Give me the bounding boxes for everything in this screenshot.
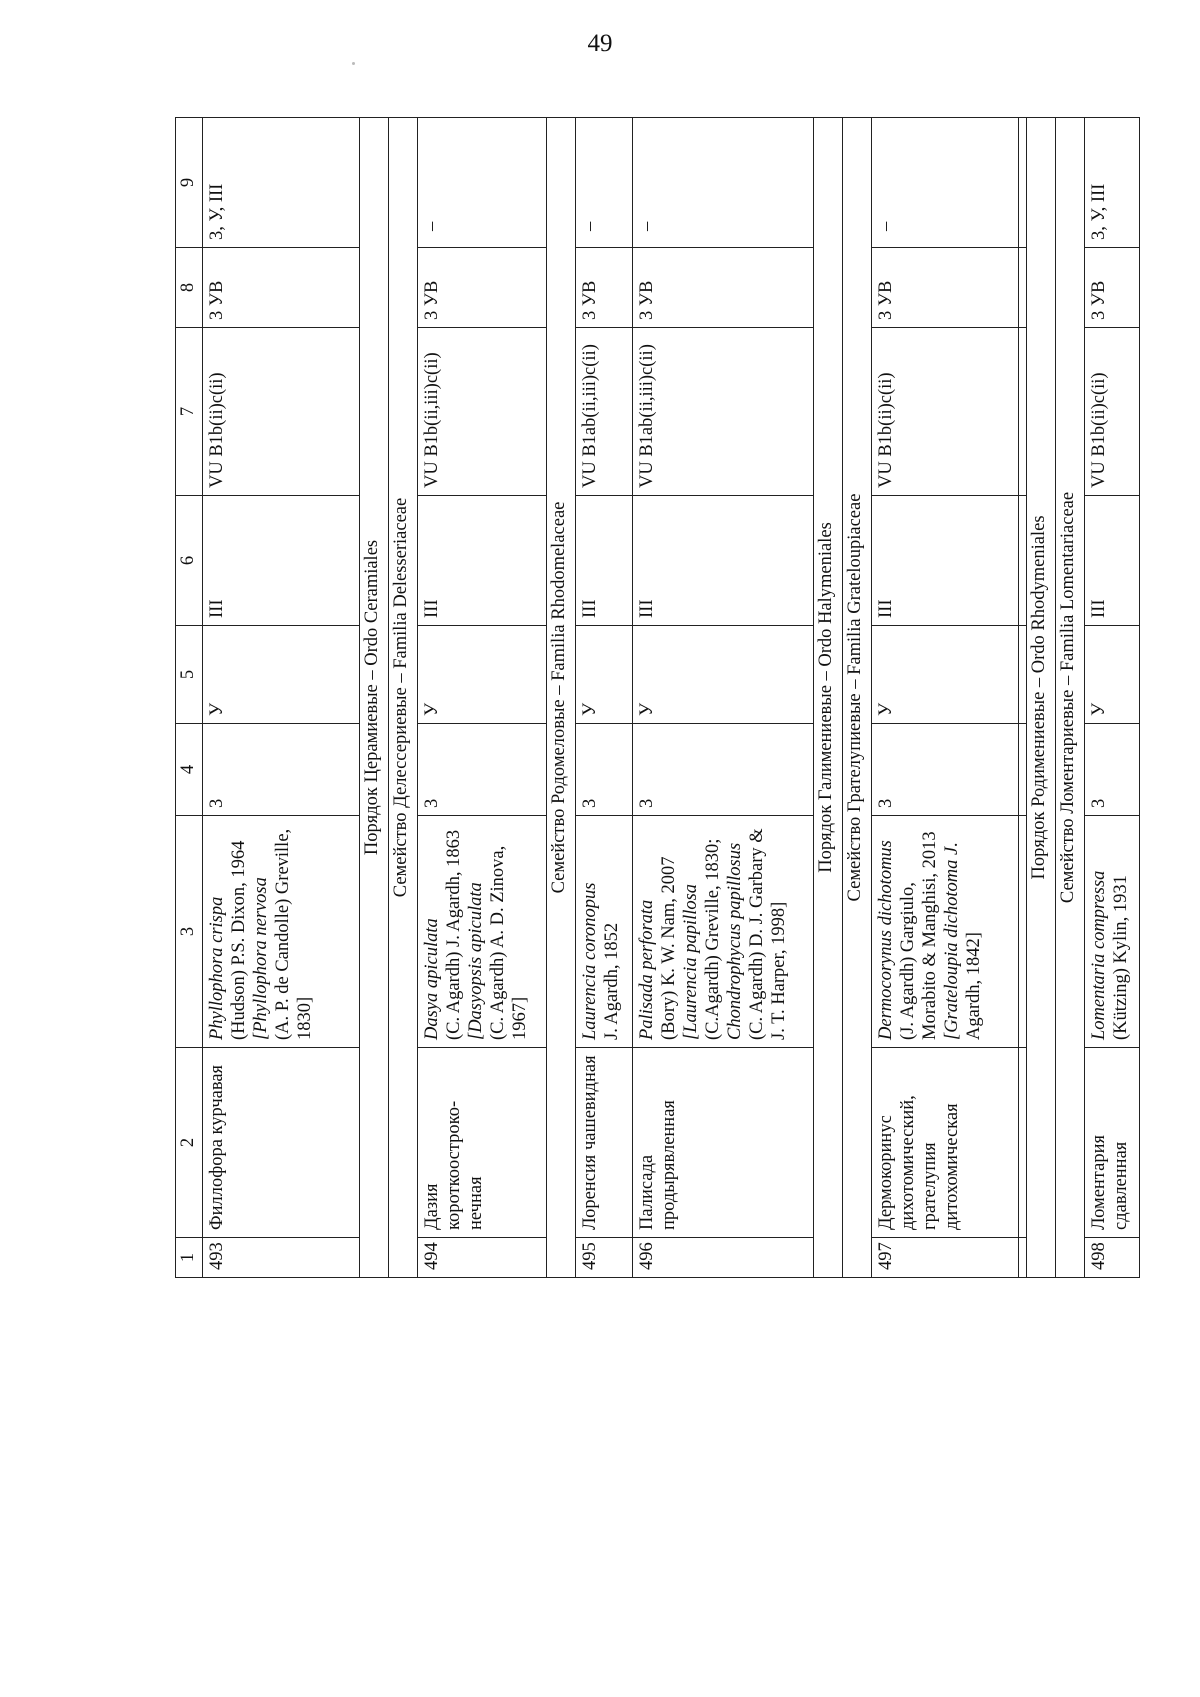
previous-status: 3, У, III bbox=[202, 118, 359, 248]
iucn-criteria: VU B1b(ii)c(ii) bbox=[202, 328, 359, 496]
latin-name-line: 1830] bbox=[294, 996, 315, 1040]
latin-name-line: Agardh, 1842] bbox=[964, 932, 985, 1040]
regional-status: 3 УВ bbox=[632, 248, 813, 328]
family-heading: Семейство Грателупиевые – Familia Grateloupiaceae bbox=[843, 118, 872, 1278]
group-row-family bbox=[388, 118, 417, 1278]
red-book-table bbox=[175, 117, 1140, 1278]
category-cell: 3 bbox=[202, 724, 359, 816]
species-name-latin bbox=[632, 816, 813, 1048]
latin-name-line: 1967] bbox=[509, 996, 530, 1040]
species-name-ru: Филлофора курчавая bbox=[202, 1048, 359, 1238]
previous-status: – bbox=[576, 118, 632, 248]
row-number: 496 bbox=[632, 1238, 813, 1278]
col-header-2: 2 bbox=[176, 1048, 203, 1238]
table-row-495 bbox=[576, 118, 632, 1278]
species-name-latin bbox=[576, 816, 632, 1048]
status-cell: У bbox=[632, 626, 813, 724]
latin-name-line: (C. Agardh) D. J. Garbary & bbox=[746, 828, 767, 1040]
latin-name-line: Laurencia coronopus bbox=[580, 882, 601, 1040]
col-header-1: 1 bbox=[176, 1238, 203, 1278]
latin-name-line: Dasya apiculata bbox=[421, 918, 442, 1040]
species-name-latin bbox=[202, 816, 359, 1048]
latin-name-line: (A. P. de Candolle) Greville, bbox=[272, 828, 293, 1040]
row-number: 497 bbox=[872, 1238, 1019, 1278]
latin-name-line: (Kützing) Kylin, 1931 bbox=[1110, 875, 1131, 1040]
latin-name-line: Chondrophycus papillosus bbox=[724, 842, 745, 1040]
status-cell: У bbox=[417, 626, 547, 724]
row-number: 498 bbox=[1084, 1238, 1139, 1278]
latin-name-line: Lomentaria compressa bbox=[1088, 870, 1109, 1040]
row-number: 495 bbox=[576, 1238, 632, 1278]
regional-status: 3 УВ bbox=[1084, 248, 1139, 328]
latin-name-line: J. Agardh, 1852 bbox=[602, 922, 623, 1040]
iucn-criteria: VU B1b(ii)c(ii) bbox=[1084, 328, 1139, 496]
col-header-4: 4 bbox=[176, 724, 203, 816]
regional-status: 3 УВ bbox=[417, 248, 547, 328]
family-heading: Семейство Делессериевые – Familia Delesseriaceae bbox=[388, 118, 417, 1278]
latin-name-line: Palisada perforata bbox=[636, 899, 657, 1040]
species-name-ru: Лоренсия чашевидная bbox=[576, 1048, 632, 1238]
latin-name-line: Dermocorynus dichotomus bbox=[876, 840, 897, 1040]
row-number: 493 bbox=[202, 1238, 359, 1278]
table-row-498 bbox=[1084, 118, 1139, 1278]
column-header-row bbox=[176, 118, 203, 1278]
category-cell: 3 bbox=[1084, 724, 1139, 816]
col-header-3: 3 bbox=[176, 816, 203, 1048]
group-cell: III bbox=[1084, 496, 1139, 626]
latin-name-line: (C.Agardh) Greville, 1830; bbox=[702, 838, 723, 1040]
latin-name-line: [Grateloupia dichotoma J. bbox=[942, 842, 963, 1040]
latin-name-line: [Phyllophora nervosa bbox=[250, 877, 271, 1040]
group-row-family bbox=[1055, 118, 1084, 1278]
species-name-ru: Ломентария сдавленная bbox=[1084, 1048, 1139, 1238]
previous-status: – bbox=[417, 118, 547, 248]
scan-speck bbox=[352, 62, 355, 65]
table-row-496 bbox=[632, 118, 813, 1278]
group-cell: III bbox=[417, 496, 547, 626]
latin-name-line: (C. Agardh) J. Agardh, 1863 bbox=[443, 829, 464, 1040]
table-row-494 bbox=[417, 118, 547, 1278]
category-cell: 3 bbox=[576, 724, 632, 816]
table-row-493 bbox=[202, 118, 359, 1278]
group-row-order bbox=[359, 118, 388, 1278]
species-name-latin bbox=[1084, 816, 1139, 1048]
category-cell: 3 bbox=[872, 724, 1019, 816]
species-name-ru: Дермокоринус дихотомический, грателупия дитохомическая bbox=[872, 1048, 1019, 1238]
iucn-criteria: VU B1b(ii)c(ii) bbox=[872, 328, 1019, 496]
group-cell: III bbox=[202, 496, 359, 626]
col-header-8: 8 bbox=[176, 248, 203, 328]
order-heading: Порядок Родимениевые – Ordo Rhodymeniales bbox=[1026, 118, 1055, 1278]
group-cell: III bbox=[576, 496, 632, 626]
row-number: 494 bbox=[417, 1238, 547, 1278]
latin-name-line: [Laurencia papillosa bbox=[680, 883, 701, 1040]
group-cell: III bbox=[872, 496, 1019, 626]
table-row-497 bbox=[872, 118, 1019, 1278]
regional-status: 3 УВ bbox=[872, 248, 1019, 328]
iucn-criteria: VU B1b(ii,iii)c(ii) bbox=[417, 328, 547, 496]
latin-name-line: (J. Agardh) Gargiulo, bbox=[898, 882, 919, 1040]
group-row-family bbox=[843, 118, 872, 1278]
group-row-family bbox=[547, 118, 576, 1278]
latin-name-line: (Bory) K. W. Nam, 2007 bbox=[658, 856, 679, 1040]
page-number: 49 bbox=[587, 30, 613, 57]
iucn-criteria: VU B1ab(ii,iii)c(ii) bbox=[576, 328, 632, 496]
order-heading: Порядок Церамиевые – Ordo Ceramiales bbox=[359, 118, 388, 1278]
group-cell: III bbox=[632, 496, 813, 626]
previous-status: – bbox=[872, 118, 1019, 248]
latin-name-line: J. T. Harper, 1998] bbox=[768, 901, 789, 1040]
order-heading: Порядок Галимениевые – Ordo Halymeniales bbox=[813, 118, 842, 1278]
latin-name-line: (C. Agardh) A. D. Zinova, bbox=[487, 845, 508, 1040]
latin-name-line: (Hudson) P.S. Dixon, 1964 bbox=[228, 840, 249, 1040]
species-name-ru: Палисада продырявленная bbox=[632, 1048, 813, 1238]
col-header-7: 7 bbox=[176, 328, 203, 496]
regional-status: 3 УВ bbox=[576, 248, 632, 328]
species-name-latin bbox=[872, 816, 1019, 1048]
regional-status: 3 УВ bbox=[202, 248, 359, 328]
family-heading: Семейство Родомеловые – Familia Rhodomelaceae bbox=[547, 118, 576, 1278]
status-cell: У bbox=[576, 626, 632, 724]
species-name-ru: Дазия короткоостроко-нечная bbox=[417, 1048, 547, 1238]
spacer-row bbox=[1019, 118, 1027, 1278]
group-row-order bbox=[813, 118, 842, 1278]
status-cell: У bbox=[202, 626, 359, 724]
group-row-order bbox=[1026, 118, 1055, 1278]
iucn-criteria: VU B1ab(ii,iii)c(ii) bbox=[632, 328, 813, 496]
species-name-latin bbox=[417, 816, 547, 1048]
previous-status: – bbox=[632, 118, 813, 248]
col-header-5: 5 bbox=[176, 626, 203, 724]
latin-name-line: Phyllophora crispa bbox=[206, 896, 227, 1040]
family-heading: Семейство Ломентариевые – Familia Lomentariaceae bbox=[1055, 118, 1084, 1278]
category-cell: 3 bbox=[632, 724, 813, 816]
latin-name-line: Morabito & Manghisi, 2013 bbox=[920, 831, 941, 1040]
rotated-table-container bbox=[175, 118, 1140, 1278]
previous-status: 3, У, III bbox=[1084, 118, 1139, 248]
latin-name-line: [Dasyopsis apiculata bbox=[465, 882, 486, 1040]
category-cell: 3 bbox=[417, 724, 547, 816]
col-header-9: 9 bbox=[176, 118, 203, 248]
status-cell: У bbox=[1084, 626, 1139, 724]
status-cell: У bbox=[872, 626, 1019, 724]
col-header-6: 6 bbox=[176, 496, 203, 626]
